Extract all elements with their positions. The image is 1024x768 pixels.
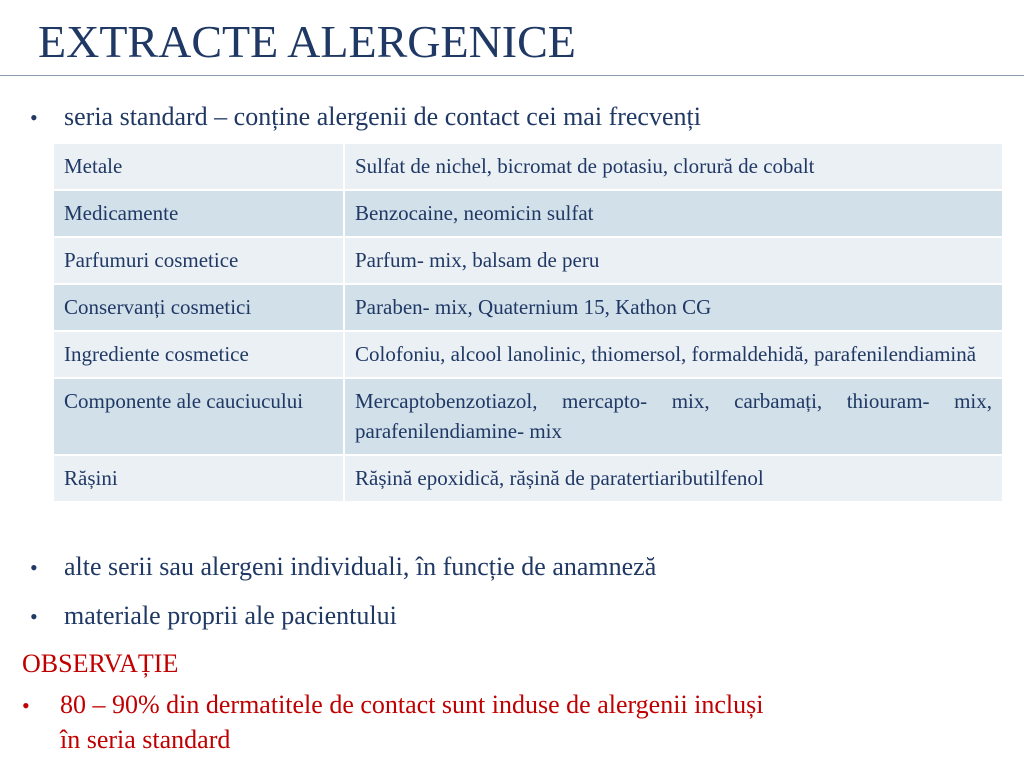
slide-title: EXTRACTE ALERGENICE xyxy=(38,16,576,67)
bullet-patient-materials xyxy=(30,600,397,633)
observation-text-line-1: 80 – 90% din dermatitele de contact sunt induse de alergenii incluși xyxy=(60,690,764,719)
table-row xyxy=(53,190,1003,237)
bullet-icon: • xyxy=(30,604,38,629)
table-cell-category: Rășini xyxy=(53,455,344,502)
bullet-text: alte serii sau alergeni individuali, în funcție de anamneză xyxy=(64,552,657,581)
observation-text-line-2: în seria standard xyxy=(60,725,231,754)
table-row xyxy=(53,378,1003,455)
table-cell-items: Colofoniu, alcool lanolinic, thiomersol, formaldehidă, parafenilendiamină xyxy=(344,331,1003,378)
table-row xyxy=(53,237,1003,284)
observation-heading: OBSERVAȚIE xyxy=(22,649,179,678)
bullet-text: materiale proprii ale pacientului xyxy=(64,601,397,630)
table-cell-category: Parfumuri cosmetice xyxy=(53,237,344,284)
bullet-icon: • xyxy=(22,693,30,718)
bullet-other-series xyxy=(30,551,656,584)
table-cell-items: Benzocaine, neomicin sulfat xyxy=(344,190,1003,237)
table-cell-items: Mercaptobenzotiazol, mercapto- mix, carbamați, thiouram- mix, parafenilendiamine- mix xyxy=(344,378,1003,455)
bullet-standard-series xyxy=(30,101,701,134)
table-row xyxy=(53,455,1003,502)
table-row xyxy=(53,331,1003,378)
table-cell-items: Rășină epoxidică, rășină de paratertiaributilfenol xyxy=(344,455,1003,502)
table-cell-category: Metale xyxy=(53,143,344,190)
table-cell-items: Parfum- mix, balsam de peru xyxy=(344,237,1003,284)
table-cell-category: Componente ale cauciucului xyxy=(53,378,344,455)
bullet-icon: • xyxy=(30,105,38,130)
table-row xyxy=(53,143,1003,190)
table-cell-category: Medicamente xyxy=(53,190,344,237)
table-cell-items: Sulfat de nichel, bicromat de potasiu, clorură de cobalt xyxy=(344,143,1003,190)
table-cell-category: Ingrediente cosmetice xyxy=(53,331,344,378)
allergen-table xyxy=(52,142,1004,503)
bullet-icon: • xyxy=(30,555,38,580)
title-divider xyxy=(0,75,1024,76)
observation-bullet xyxy=(22,688,1012,757)
table-cell-category: Conservanți cosmetici xyxy=(53,284,344,331)
table-cell-items: Paraben- mix, Quaternium 15, Kathon CG xyxy=(344,284,1003,331)
table-row xyxy=(53,284,1003,331)
bullet-text: seria standard – conține alergenii de contact cei mai frecvenți xyxy=(64,102,701,131)
